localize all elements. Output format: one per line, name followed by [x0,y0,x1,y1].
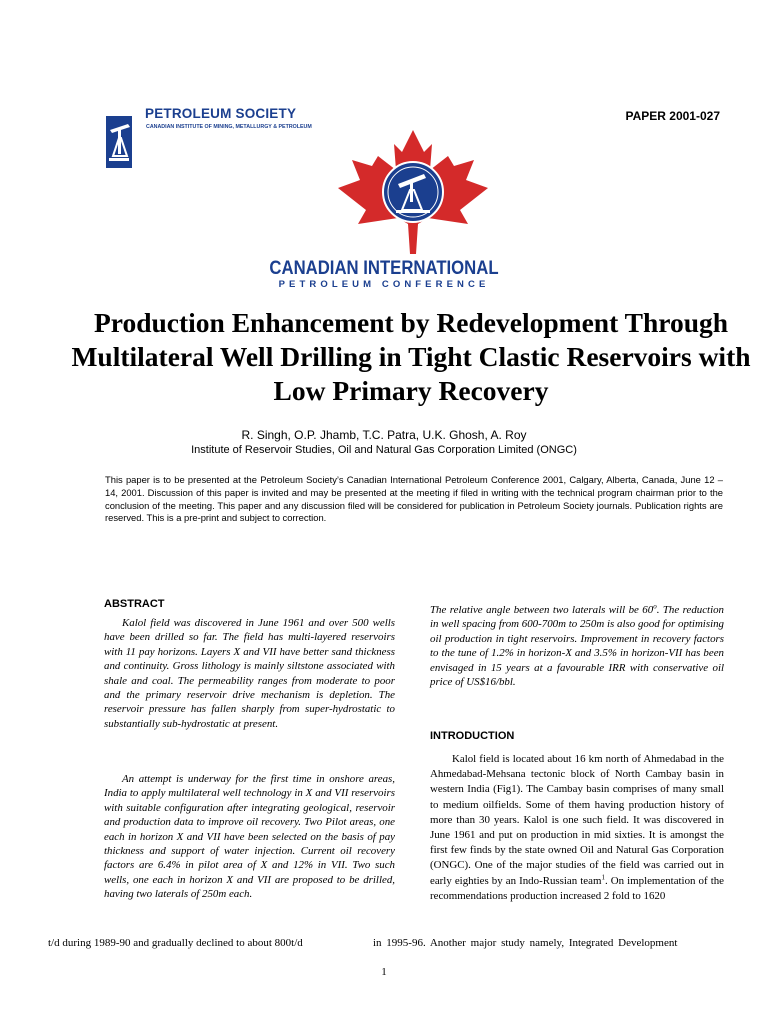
abstract-heading: ABSTRACT [104,598,165,610]
society-name: PETROLEUM SOCIETY [145,106,297,121]
conference-name: CANADIAN INTERNATIONAL [269,258,499,279]
abstract-text: The relative angle between two laterals will be 60 [430,604,654,616]
paper-affiliation: Institute of Reservoir Studies, Oil and Natural Gas Corporation Limited (ONGC) [191,444,577,456]
abstract-paragraph [430,603,724,689]
presentation-notice: This paper is to be presented at the Petroleum Society’s Canadian International Petroleum Conference 2001, Calgary, Alberta, Canada, June 12 – 14, 2001. Discussion of this paper is invited and may be presented at the meeting if filed in writing with the technical program chairman prior to the conclusion of the meeting. This paper and any discussion filed will be considered for publication in Petroleum Society journals. Publication rights are reserved. This is a pre-print and subject to correction. [105,474,723,524]
abstract-text: . The reduction in well spacing from 600-700m to 250m is also good for optimising oil production in tight reservoirs. Improvement in recovery factors to the tune of 1.2% in horizon-X and 3.5% in horizon-VII has been envisaged in 15 years at a favourable IRR with conservative oil price of US$16/bbl. [430,604,724,689]
paper-title: Production Enhancement by Redevelopment Through Multilateral Well Drilling in Tight Clastic Reservoirs with Low Primary Recovery [71,307,751,406]
introduction-paragraph [430,752,724,904]
introduction-text: Kalol field is located about 16 km north of Ahmedabad in the Ahmedabad-Mehsana tectonic block of North Cambay basin in western India (Fig1). The Cambay basin comprises of many small to medium oilfields. Some of them having production history of more than 30 years. Kalol is one such field. It was discovered in June 1961 and put on production in mid sixties. It is amongst the first few finds by the state owned Oil and Natural Gas Corporation (ONGC). One of the major studies of the field was carried out in early eighties by an Indo-Russian team [430,753,724,887]
society-logo [106,104,316,168]
introduction-heading: INTRODUCTION [430,730,515,742]
page-number: 1 [381,966,387,978]
degree-sign: o [653,602,657,611]
paper-number: PAPER 2001-027 [625,109,720,123]
reference-superscript: 1 [601,873,605,881]
conference-subtitle: PETROLEUM CONFERENCE [278,279,490,290]
society-subtitle: CANADIAN INSTITUTE OF MINING, METALLURGY & PETROLEUM [146,124,312,130]
oil-derrick-icon [106,116,144,168]
introduction-text: . On implementation of the recommendations production increased 2 fold to 1620 [430,874,725,902]
footer-text-left: t/d during 1989-90 and gradually declined to about 800t/d [48,937,303,949]
abstract-paragraph: An attempt is underway for the first time in onshore areas, India to apply multilateral well technology in X and VII reservoirs with suitable configuration after integrating geological, reservoir and production data to improve oil recovery. Two Pilot areas, one each in horizon X and VII have been selected on the basis of pay thickness and support of water injection. Current oil recovery factors are 6.4% in pilot area of X and 12% in VII. Two such wells, one each in horizon X and VII are proposed to be drilled, having two laterals of 250m each. [104,773,395,901]
paper-authors: R. Singh, O.P. Jhamb, T.C. Patra, U.K. Ghosh, A. Roy [241,428,527,442]
abstract-paragraph: Kalol field was discovered in June 1961 and over 500 wells have been drilled so far. The field has multi-layered reservoirs with 11 pay horizons. Layers X and VII have better sand thickness and continuity. Gross lithology is mainly siltstone associated with shale and coal. The permeability ranges from moderate to poor and the primary reservoir drive mechanism is depletion. The reservoir pressure has fallen sharply from super-hydrostatic to substantially sub-hydrostatic at present. [104,617,395,730]
maple-leaf-icon [332,128,494,256]
footer-text-right: in 1995-96. Another major study namely, Integrated Development [373,937,678,949]
